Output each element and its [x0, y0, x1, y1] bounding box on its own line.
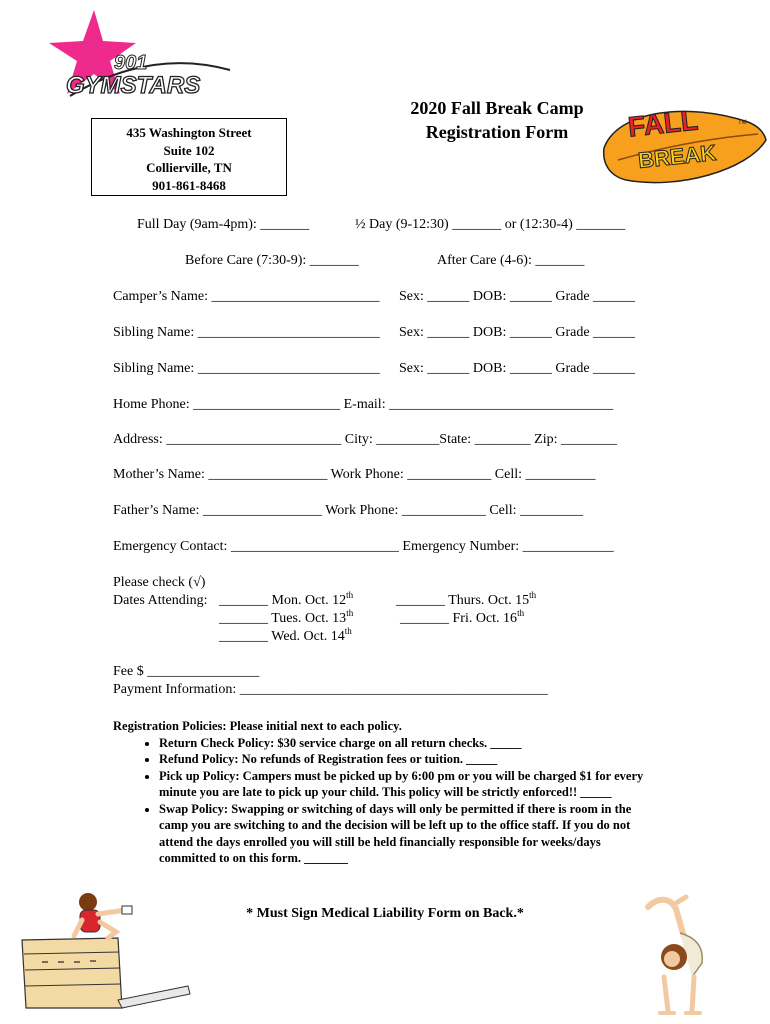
gymnast-vault-icon: [18, 890, 193, 1010]
leaf-tm: TM: [738, 120, 747, 126]
date-mon-sup: th: [346, 590, 354, 600]
logo-brand: GYMSTARS: [66, 72, 201, 99]
address-street: 435 Washington Street: [126, 125, 252, 140]
gymstars-logo: [40, 8, 240, 108]
date-thurs-label: Thurs. Oct. 15: [448, 593, 530, 608]
address-suite: Suite 102: [163, 142, 215, 158]
date-wed-label: Wed. Oct. 14: [271, 629, 345, 644]
sibling2-details-field: Sex: ______ DOB: ______ Grade ______: [399, 361, 636, 376]
father-field: Father’s Name: _________________ Work Phone: ____________ Cell: _________: [113, 503, 584, 518]
payment-field: Payment Information: ____________________________________________: [113, 682, 548, 697]
date-wed: [219, 626, 352, 645]
policies-heading: Registration Policies: Please initial next to each policy.: [113, 719, 402, 733]
sibling1-details-field: Sex: ______ DOB: ______ Grade ______: [399, 325, 636, 340]
dates-attending-label: Dates Attending:: [113, 593, 208, 608]
camper-name-field: Camper’s Name: ________________________: [113, 289, 380, 304]
title-line1: 2020 Fall Break Camp: [410, 98, 584, 118]
date-mon-blank: _______: [219, 593, 268, 608]
fee-field: Fee $ ________________: [113, 664, 260, 679]
policy-item: • Pick up Policy: Campers must be picked up by 6:00 pm or you will be charged $1 for every minute you are late to pick up your child. This policy will be strictly enforced!! _____: [159, 768, 658, 801]
policy-item: • Swap Policy: Swapping or switching of days will only be permitted if there is room in the camp you are switching to and the decision will be left up to the office staff. If you do not attend the days enrolled you will still be held financially responsible for weeks/days committed to on this form. _______: [159, 801, 658, 867]
date-fri: [400, 608, 525, 627]
gymnast-illustration: [640, 893, 720, 1018]
fall-break-logo: [598, 100, 770, 188]
emergency-field: Emergency Contact: ________________________ Emergency Number: _____________: [113, 539, 614, 554]
camper-details-field: Sex: ______ DOB: ______ Grade ______: [399, 289, 636, 304]
registration-policies: [113, 718, 658, 867]
date-tues-blank: _______: [219, 611, 268, 626]
check-label: Please check (√): [113, 575, 206, 590]
address-phone: 901-861-8468: [152, 177, 226, 193]
date-fri-blank: _______: [400, 611, 449, 626]
date-fri-sup: th: [517, 608, 525, 618]
mother-field: Mother’s Name: _________________ Work Phone: ____________ Cell: __________: [113, 467, 596, 482]
title-line2: Registration Form: [425, 122, 569, 142]
policy-item: • Refund Policy: No refunds of Registration fees or tuition. _____: [159, 751, 658, 768]
date-fri-label: Fri. Oct. 16: [452, 611, 518, 626]
leaf-word-fall: FALL: [626, 104, 700, 143]
date-wed-sup: th: [344, 626, 352, 636]
sibling1-name-field: Sibling Name: __________________________: [113, 325, 380, 340]
date-thurs-blank: _______: [396, 593, 445, 608]
before-care-option: Before Care (7:30-9): _______: [185, 253, 359, 268]
medical-form-note: * Must Sign Medical Liability Form on Back.*: [246, 906, 524, 921]
date-mon: [219, 590, 354, 609]
logo-number: 901: [114, 52, 148, 74]
full-day-option: Full Day (9am-4pm): _______: [137, 217, 310, 232]
half-day-option: ½ Day (9-12:30) _______ or (12:30-4) _______: [355, 217, 626, 232]
form-title: [392, 96, 602, 144]
date-mon-label: Mon. Oct. 12: [271, 593, 347, 608]
leaf-word-break: BREAK: [636, 139, 718, 174]
policy-item: • Return Check Policy: $30 service charge on all return checks. _____: [159, 735, 658, 752]
address-box: [91, 118, 287, 196]
address-field: Address: _________________________ City: _________State: ________ Zip: ________: [113, 432, 617, 447]
date-tues-sup: th: [346, 608, 354, 618]
date-thurs-sup: th: [529, 590, 537, 600]
policies-list: [113, 735, 658, 867]
after-care-option: After Care (4-6): _______: [437, 253, 585, 268]
vaulter-illustration: [18, 890, 193, 1010]
date-wed-blank: _______: [219, 629, 268, 644]
date-tues: [219, 608, 354, 627]
gymnast-handstand-icon: [640, 893, 720, 1018]
date-tues-label: Tues. Oct. 13: [271, 611, 347, 626]
sibling2-name-field: Sibling Name: __________________________: [113, 361, 380, 376]
address-city: Collierville, TN: [146, 160, 232, 175]
home-phone-email-field: Home Phone: _____________________ E-mail: ________________________________: [113, 397, 614, 412]
date-thurs: [396, 590, 537, 609]
